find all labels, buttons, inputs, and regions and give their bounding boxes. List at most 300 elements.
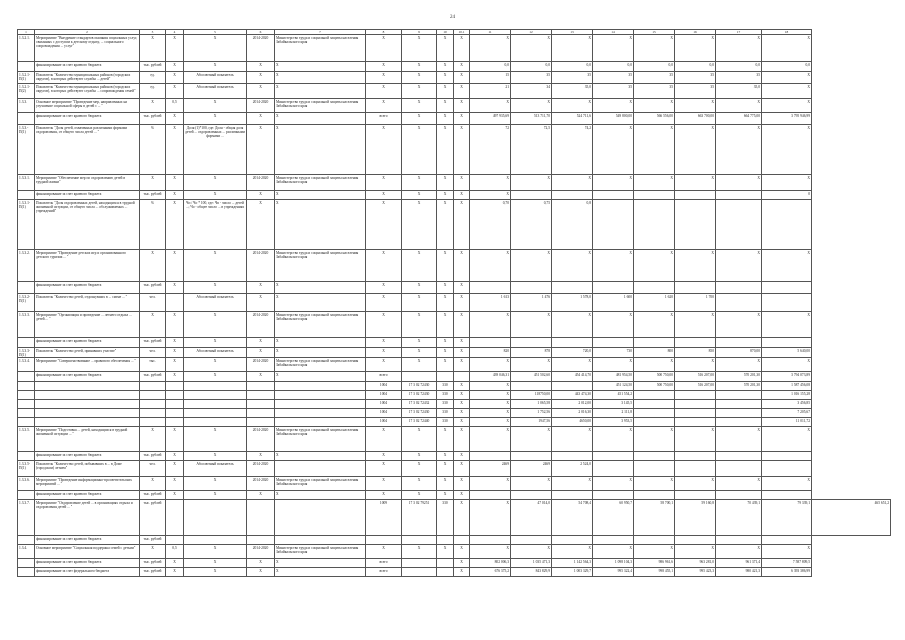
table-cell: 35 bbox=[593, 72, 634, 84]
table-cell bbox=[634, 338, 675, 348]
table-cell: X bbox=[716, 175, 762, 191]
table-cell: 35 bbox=[634, 72, 675, 84]
table-cell: 465 651,2 bbox=[812, 500, 891, 536]
table-cell: X bbox=[366, 358, 402, 372]
table-body bbox=[18, 35, 891, 577]
table-cell: X bbox=[184, 62, 247, 72]
table-cell: X bbox=[552, 99, 593, 113]
table-cell: 15 bbox=[470, 72, 511, 84]
table-cell: X bbox=[470, 35, 511, 62]
table-cell: 3 456,85 bbox=[762, 400, 812, 409]
table-cell: 870,00 bbox=[716, 348, 762, 358]
table-cell: X bbox=[366, 99, 402, 113]
table-cell: X bbox=[166, 559, 184, 568]
table-cell: 2014-2020 bbox=[247, 35, 275, 62]
table-cell bbox=[634, 191, 675, 200]
table-cell: X bbox=[454, 382, 470, 391]
table-cell bbox=[140, 382, 166, 391]
table-cell bbox=[675, 409, 716, 418]
table-row bbox=[18, 500, 891, 536]
table-cell bbox=[634, 282, 675, 294]
table-cell: X bbox=[675, 175, 716, 191]
table-cell: Показатель "Количество муниципальных районов (городских округов), в которых действуют службы ... детей" bbox=[35, 72, 140, 84]
table-cell bbox=[593, 338, 634, 348]
table-cell: X bbox=[454, 338, 470, 348]
table-cell: X bbox=[275, 125, 366, 175]
table-row bbox=[18, 72, 891, 84]
table-cell: 0,5 bbox=[166, 99, 184, 113]
header-cell: 16 bbox=[675, 30, 716, 35]
table-row bbox=[18, 545, 891, 559]
table-cell: 72 bbox=[470, 125, 511, 175]
table-cell: Министерство труда и социальной защиты населения Забайкальского края bbox=[275, 545, 366, 559]
table-cell: X bbox=[402, 282, 437, 294]
table-cell bbox=[762, 200, 812, 250]
table-cell bbox=[275, 418, 366, 427]
table-cell bbox=[470, 491, 511, 500]
table-cell: X bbox=[437, 113, 454, 125]
table-row bbox=[18, 461, 891, 477]
table-cell: 513 711,70 bbox=[511, 113, 552, 125]
table-cell bbox=[366, 536, 402, 545]
table-cell: 2 012,00 bbox=[552, 400, 593, 409]
table-cell: X bbox=[437, 338, 454, 348]
table-cell: 35 bbox=[511, 72, 552, 84]
table-cell: X bbox=[437, 125, 454, 175]
table-cell bbox=[454, 536, 470, 545]
table-row bbox=[18, 191, 891, 200]
table-cell bbox=[593, 191, 634, 200]
table-cell: 17 3 02 79251 bbox=[402, 500, 437, 536]
table-cell: Министерство труда и социальной защиты населения Забайкальского края bbox=[275, 250, 366, 282]
table-cell: Мероприятие "Проведение информационно-просветительских мероприятий ... " bbox=[35, 477, 140, 491]
table-cell: Министерство труда и социальной защиты населения Забайкальского края bbox=[275, 99, 366, 113]
table-cell: 1 476 bbox=[511, 294, 552, 312]
table-cell: X bbox=[166, 113, 184, 125]
table-cell: X bbox=[454, 200, 470, 250]
table-cell: X bbox=[402, 250, 437, 282]
table-cell: всего bbox=[366, 372, 402, 382]
table-cell: 730 bbox=[593, 348, 634, 358]
table-cell: Чп / Чо * 100, где: Чп - число ... детей ...; Чо - общее число ... в учреждениях bbox=[184, 200, 247, 250]
table-cell: X bbox=[716, 35, 762, 62]
table-cell: X bbox=[247, 452, 275, 461]
table-cell: X bbox=[402, 491, 437, 500]
table-cell: финансирование за счет краевого бюджета bbox=[35, 62, 140, 72]
table-cell: 1.3.3.3-П(1) bbox=[18, 348, 35, 358]
table-cell: X bbox=[593, 477, 634, 491]
table-cell: X bbox=[437, 545, 454, 559]
table-cell: X bbox=[470, 545, 511, 559]
table-cell: 35 bbox=[552, 72, 593, 84]
table-cell bbox=[675, 338, 716, 348]
table-cell: X bbox=[762, 175, 812, 191]
table-cell bbox=[18, 391, 35, 400]
table-cell: 1.3.2.1-П(1) bbox=[18, 72, 35, 84]
table-cell: X bbox=[366, 175, 402, 191]
table-cell: X bbox=[366, 348, 402, 358]
table-cell: 59 160,8 bbox=[675, 500, 716, 536]
table-cell: X bbox=[166, 72, 184, 84]
table-cell bbox=[247, 409, 275, 418]
table-row bbox=[18, 125, 891, 175]
table-cell: X bbox=[454, 113, 470, 125]
table-cell: X bbox=[675, 477, 716, 491]
table-cell: X bbox=[470, 99, 511, 113]
table-cell: X bbox=[275, 372, 366, 382]
table-cell bbox=[18, 62, 35, 72]
table-cell: X bbox=[762, 72, 812, 84]
table-cell: X bbox=[247, 338, 275, 348]
table-cell: 1.3.3. bbox=[18, 99, 35, 113]
table-cell: X bbox=[275, 282, 366, 294]
table-cell: 986 961,6 bbox=[634, 559, 675, 568]
table-cell: 2469 bbox=[470, 461, 511, 477]
table-cell: Министерство труда и социальной защиты населения Забайкальского края bbox=[275, 358, 366, 372]
table-cell: X bbox=[552, 427, 593, 452]
table-cell: X bbox=[762, 427, 812, 452]
table-cell: X bbox=[247, 72, 275, 84]
table-cell bbox=[275, 536, 366, 545]
table-cell: X bbox=[552, 545, 593, 559]
table-cell: всего bbox=[366, 113, 402, 125]
table-cell: X bbox=[634, 175, 675, 191]
table-cell: X bbox=[437, 72, 454, 84]
table-cell: X bbox=[470, 250, 511, 282]
table-cell: X bbox=[184, 282, 247, 294]
table-cell: Показатель "Количество детей, отдохнувших в ... смене ... " bbox=[35, 294, 140, 312]
table-cell: X bbox=[437, 358, 454, 372]
table-cell: X bbox=[247, 84, 275, 99]
table-cell: X bbox=[454, 452, 470, 461]
table-cell: Показатель "Количество муниципальных районов (городских округов), в которых действуют службы ... сопровождения семей" bbox=[35, 84, 140, 99]
table-row bbox=[18, 477, 891, 491]
table-cell: 843 829,9 bbox=[511, 568, 552, 577]
table-cell: 1004 bbox=[366, 409, 402, 418]
table-cell: X bbox=[454, 491, 470, 500]
table-cell: X bbox=[762, 358, 812, 372]
table-cell: X bbox=[454, 294, 470, 312]
table-cell: X bbox=[166, 84, 184, 99]
table-cell: X bbox=[402, 545, 437, 559]
table-cell bbox=[511, 282, 552, 294]
table-cell: X bbox=[247, 559, 275, 568]
table-cell bbox=[511, 382, 552, 391]
table-cell: 5 640,00 bbox=[762, 348, 812, 358]
table-cell: X bbox=[675, 312, 716, 338]
table-cell: X bbox=[762, 250, 812, 282]
table-cell: X bbox=[140, 99, 166, 113]
table-cell: Абсолютный показатель bbox=[184, 72, 247, 84]
table-cell: тыс. рублей bbox=[140, 536, 166, 545]
table-cell: X bbox=[184, 113, 247, 125]
table-row bbox=[18, 418, 891, 427]
table-cell: 566 556,00 bbox=[634, 113, 675, 125]
table-cell: X bbox=[470, 191, 511, 200]
table-cell bbox=[140, 418, 166, 427]
table-cell: X bbox=[275, 338, 366, 348]
table-cell bbox=[675, 200, 716, 250]
table-cell: X bbox=[593, 545, 634, 559]
table-cell bbox=[275, 382, 366, 391]
table-cell: X bbox=[184, 35, 247, 62]
table-cell: Министерство труда и социальной защиты населения Забайкальского края bbox=[275, 35, 366, 62]
table-cell: X bbox=[166, 200, 184, 250]
table-cell: X bbox=[593, 35, 634, 62]
table-cell: X bbox=[716, 250, 762, 282]
table-cell bbox=[140, 409, 166, 418]
table-cell: X bbox=[454, 500, 470, 536]
table-cell: X bbox=[762, 99, 812, 113]
table-cell: X bbox=[366, 477, 402, 491]
table-cell bbox=[675, 461, 716, 477]
table-cell: Министерство труда и социальной защиты населения Забайкальского края bbox=[275, 477, 366, 491]
table-row bbox=[18, 175, 891, 191]
table-cell bbox=[552, 282, 593, 294]
table-cell bbox=[184, 500, 247, 536]
table-cell bbox=[593, 282, 634, 294]
table-cell: 35 bbox=[675, 72, 716, 84]
table-cell: X bbox=[166, 491, 184, 500]
table-cell: X bbox=[511, 545, 552, 559]
table-row bbox=[18, 536, 891, 545]
table-cell bbox=[18, 568, 35, 577]
table-cell: X bbox=[366, 84, 402, 99]
table-cell: X bbox=[437, 427, 454, 452]
table-cell: X bbox=[275, 568, 366, 577]
table-cell: 3 145,5 bbox=[593, 400, 634, 409]
table-cell: X bbox=[166, 372, 184, 382]
table-row bbox=[18, 338, 891, 348]
table-cell: 451 554,2 bbox=[593, 391, 634, 400]
table-cell bbox=[634, 391, 675, 400]
table-cell: 2014-2020 bbox=[247, 99, 275, 113]
table-cell bbox=[18, 559, 35, 568]
table-cell: 2014-2020 bbox=[247, 477, 275, 491]
table-cell: 516 207,00 bbox=[675, 382, 716, 391]
table-cell: X bbox=[454, 348, 470, 358]
header-cell: 12 bbox=[511, 30, 552, 35]
table-row bbox=[18, 358, 891, 372]
table-cell: X bbox=[366, 491, 402, 500]
table-row bbox=[18, 348, 891, 358]
table-cell: X bbox=[184, 250, 247, 282]
table-cell bbox=[716, 294, 762, 312]
table-cell: X bbox=[366, 125, 402, 175]
table-cell: X bbox=[716, 312, 762, 338]
table-cell bbox=[511, 536, 552, 545]
table-cell: X bbox=[366, 282, 402, 294]
table-cell: 0,5 bbox=[166, 545, 184, 559]
table-cell: X bbox=[470, 427, 511, 452]
table-cell bbox=[18, 338, 35, 348]
table-cell bbox=[634, 409, 675, 418]
table-cell bbox=[552, 382, 593, 391]
table-cell: X bbox=[437, 200, 454, 250]
table-cell: X bbox=[511, 477, 552, 491]
table-cell: X bbox=[184, 99, 247, 113]
table-cell bbox=[184, 536, 247, 545]
table-cell: ед. bbox=[140, 72, 166, 84]
header-cell: 3 bbox=[140, 30, 166, 35]
table-cell: тыс. рублей bbox=[140, 372, 166, 382]
table-cell: X bbox=[184, 312, 247, 338]
table-cell: X bbox=[402, 175, 437, 191]
table-cell: X bbox=[762, 545, 812, 559]
table-cell: X bbox=[511, 312, 552, 338]
table-cell bbox=[247, 400, 275, 409]
table-cell bbox=[675, 391, 716, 400]
table-cell: X bbox=[247, 294, 275, 312]
table-cell: 1.3.3.5-П(1) bbox=[18, 461, 35, 477]
table-cell: 570 201,30 bbox=[716, 382, 762, 391]
table-cell: X bbox=[454, 391, 470, 400]
table-cell: X bbox=[470, 409, 511, 418]
table-cell: 1.3.3.2. bbox=[18, 250, 35, 282]
table-cell: X bbox=[454, 358, 470, 372]
table-cell: 34 bbox=[511, 84, 552, 99]
table-cell bbox=[634, 400, 675, 409]
table-cell bbox=[716, 536, 762, 545]
table-cell bbox=[762, 338, 812, 348]
table-cell bbox=[454, 372, 470, 382]
table-cell: X bbox=[454, 418, 470, 427]
table-cell: 1 620 bbox=[634, 294, 675, 312]
table-cell: X bbox=[275, 72, 366, 84]
table-cell: X bbox=[716, 358, 762, 372]
table-cell: X bbox=[402, 84, 437, 99]
table-cell: X bbox=[366, 461, 402, 477]
table-cell: тыс. рублей bbox=[140, 338, 166, 348]
table-cell bbox=[18, 452, 35, 461]
table-cell: 878 bbox=[511, 348, 552, 358]
table-cell: X bbox=[275, 200, 366, 250]
table-cell: 454 414,70 bbox=[552, 372, 593, 382]
table-cell bbox=[593, 200, 634, 250]
table-cell bbox=[716, 200, 762, 250]
table-cell bbox=[634, 200, 675, 250]
table-cell bbox=[247, 391, 275, 400]
table-row bbox=[18, 391, 891, 400]
table-cell: 6 393 386,99 bbox=[762, 568, 812, 577]
table-cell: финансирование за счет краевого бюджета bbox=[35, 559, 140, 568]
table-cell: 0,0 bbox=[762, 62, 812, 72]
header-cell: 15 bbox=[634, 30, 675, 35]
table-cell: X bbox=[437, 282, 454, 294]
table-cell bbox=[35, 391, 140, 400]
table-cell: 2 016,30 bbox=[552, 409, 593, 418]
table-cell: 3 794 073,89 bbox=[762, 372, 812, 382]
table-cell: 0,8 bbox=[552, 200, 593, 250]
page-number: 24 bbox=[450, 15, 455, 20]
table-cell: % bbox=[140, 200, 166, 250]
table-cell: 0,0 bbox=[511, 62, 552, 72]
table-cell: X bbox=[454, 191, 470, 200]
table-cell: X bbox=[247, 568, 275, 577]
table-cell: X bbox=[437, 477, 454, 491]
table-cell: X bbox=[140, 250, 166, 282]
table-cell: X bbox=[454, 559, 470, 568]
table-cell bbox=[716, 391, 762, 400]
table-cell bbox=[593, 491, 634, 500]
table-cell bbox=[18, 400, 35, 409]
table-cell: Мероприятие "Внедрение стандартов оказания социальных услуг, связанных с доступом к детскому отдыху, ... социального сопровождения ... услуг" bbox=[35, 35, 140, 62]
table-cell: Показатель "Доля оздоровленных детей, находящихся в трудной жизненной ситуации, от общего числа ... обслуживаемых ... учреждений" bbox=[35, 200, 140, 250]
table-cell bbox=[275, 461, 366, 477]
table-cell: Абсолютный показатель bbox=[184, 348, 247, 358]
table-cell: X bbox=[454, 400, 470, 409]
table-cell: X bbox=[275, 491, 366, 500]
table-cell: 330 bbox=[437, 418, 454, 427]
table-cell: финансирование за счет краевого бюджета bbox=[35, 452, 140, 461]
table-cell bbox=[18, 282, 35, 294]
table-cell: 1.3.4. bbox=[18, 545, 35, 559]
table-cell: всего bbox=[366, 568, 402, 577]
table-cell: X bbox=[275, 191, 366, 200]
table-cell: 1 003 329,7 bbox=[552, 568, 593, 577]
table-cell: X bbox=[166, 282, 184, 294]
table-cell: X bbox=[552, 175, 593, 191]
table-cell bbox=[716, 282, 762, 294]
table-cell: X bbox=[437, 84, 454, 99]
table-cell: X bbox=[184, 477, 247, 491]
table-cell: X bbox=[402, 125, 437, 175]
header-cell: 11 bbox=[470, 30, 511, 35]
table-cell bbox=[402, 372, 437, 382]
table-cell: 802 006,3 bbox=[470, 559, 511, 568]
table-cell bbox=[593, 536, 634, 545]
table-cell: 481 954,50 bbox=[593, 372, 634, 382]
table-row bbox=[18, 427, 891, 452]
table-cell: X bbox=[402, 200, 437, 250]
table-cell: 549 800,00 bbox=[593, 113, 634, 125]
table-cell: тыс. рублей bbox=[140, 559, 166, 568]
table-cell: X bbox=[511, 175, 552, 191]
table-cell bbox=[675, 400, 716, 409]
header-cell: 14 bbox=[593, 30, 634, 35]
table-cell bbox=[511, 338, 552, 348]
table-cell: 0 bbox=[762, 191, 812, 200]
table-cell: X bbox=[366, 35, 402, 62]
table-cell: 17 3 02 72432 bbox=[402, 400, 437, 409]
table-cell: X bbox=[247, 191, 275, 200]
header-cell: 5 bbox=[184, 30, 247, 35]
table-cell: X bbox=[184, 568, 247, 577]
table-cell: 118750,00 bbox=[511, 391, 552, 400]
table-row bbox=[18, 99, 891, 113]
table-cell: X bbox=[402, 294, 437, 312]
table-cell: X bbox=[184, 452, 247, 461]
header-cell: 4 bbox=[166, 30, 184, 35]
table-cell bbox=[634, 418, 675, 427]
table-cell: X bbox=[454, 84, 470, 99]
table-cell bbox=[634, 536, 675, 545]
table-cell: X bbox=[247, 491, 275, 500]
table-cell: X bbox=[247, 372, 275, 382]
table-cell: X bbox=[716, 99, 762, 113]
table-cell bbox=[35, 400, 140, 409]
table-cell bbox=[634, 461, 675, 477]
table-row bbox=[18, 452, 891, 461]
table-cell bbox=[166, 294, 184, 312]
table-cell bbox=[247, 382, 275, 391]
table-cell: Показатель "Количество детей, побывавших в ... в Доме (городском) летнем" bbox=[35, 461, 140, 477]
table-cell: X bbox=[402, 72, 437, 84]
table-cell: 850 bbox=[675, 348, 716, 358]
table-cell: Доля (1)*100, где: Доля - общая доля детей ... оздоровленных ... различными формами ... bbox=[184, 125, 247, 175]
table-row bbox=[18, 62, 891, 72]
table-cell: X bbox=[454, 461, 470, 477]
